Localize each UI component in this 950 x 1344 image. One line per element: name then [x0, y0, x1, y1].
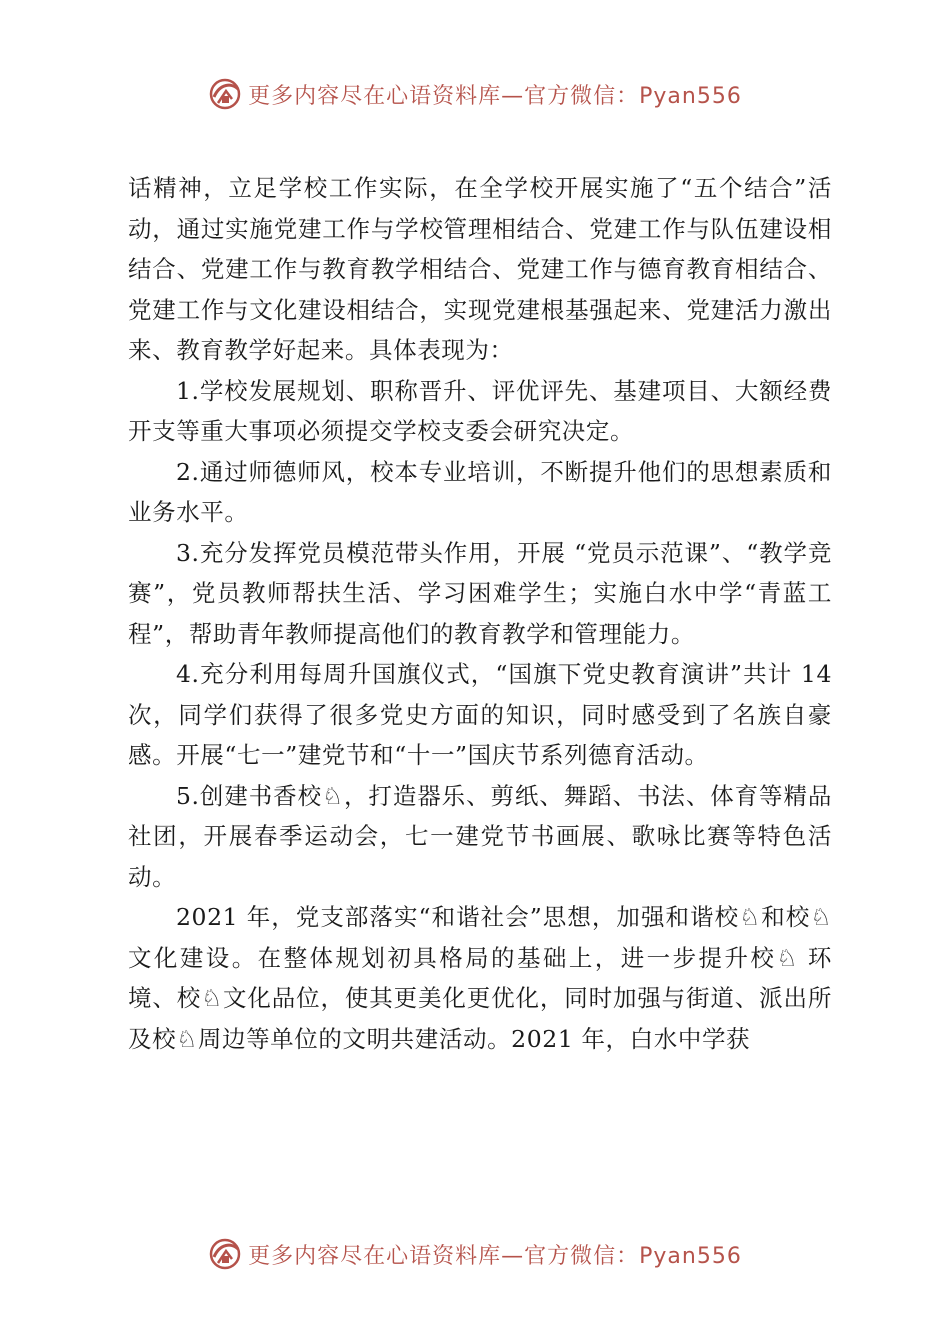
seal-logo-icon	[208, 1237, 242, 1271]
paragraph-2021: 2021 年，党支部落实“和谐社会”思想，加强和谐校♘和校♘文化建设。在整体规划初具格局的基础上，进一步提升校♘ 环境、校♘文化品位，使其更美化更优化，同时加强与街道、派出所及校♘周边等单位的文明共建活动。2021 年，白水中学获	[128, 903, 832, 1053]
paragraph-item-2: 2.通过师德师风，校本专业培训，不断提升他们的思想素质和业务水平。	[128, 457, 832, 526]
seal-logo-icon	[208, 77, 242, 111]
paragraph-item-1: 1.学校发展规划、职称晋升、评优评先、基建项目、大额经费开支等重大事项必须提交学校支委会研究决定。	[128, 376, 832, 445]
header-watermark	[0, 72, 950, 116]
paragraph-continuation: 话精神，立足学校工作实际，在全学校开展实施了“五个结合”活动，通过实施党建工作与学校管理相结合、党建工作与队伍建设相结合、党建工作与教育教学相结合、党建工作与德育教育相结合、党建工作与文化建设相结合，实现党建根基强起来、党建活力激出来、教育教学好起来。具体表现为：	[128, 174, 832, 364]
paragraph-item-3: 3.充分发挥党员模范带头作用，开展 “党员示范课”、“教学竞赛”，党员教师帮扶生活、学习困难学生；实施白水中学“青蓝工程”，帮助青年教师提高他们的教育教学和管理能力。	[128, 538, 832, 648]
document-body	[128, 168, 832, 1059]
watermark-text: 更多内容尽在心语资料库—官方微信：Pyan556	[248, 1243, 742, 1269]
footer-watermark	[0, 1232, 950, 1276]
paragraph-item-5: 5.创建书香校♘，打造器乐、剪纸、舞蹈、书法、体育等精品社团，开展春季运动会，七一建党节书画展、歌咏比赛等特色活动。	[128, 781, 832, 891]
paragraph-item-4: 4.充分利用每周升国旗仪式，“国旗下党史教育演讲”共计 14 次，同学们获得了很多党史方面的知识，同时感受到了名族自豪感。开展“七一”建党节和“十一”国庆节系列德育活动。	[128, 660, 832, 769]
watermark-text: 更多内容尽在心语资料库—官方微信：Pyan556	[248, 83, 742, 109]
